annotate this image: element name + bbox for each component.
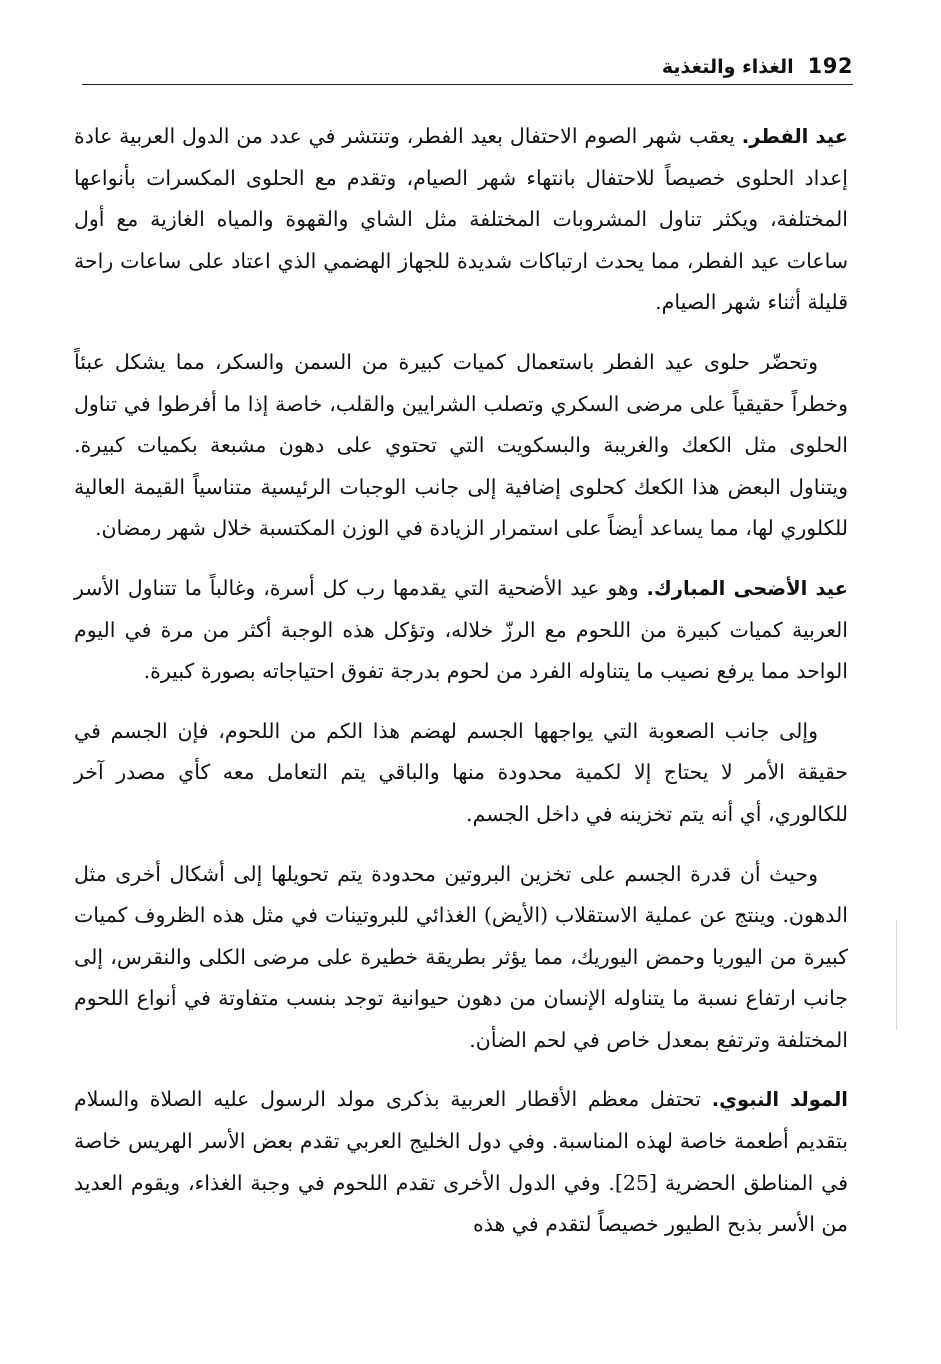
paragraph-lead: عيد الفطر. <box>741 125 848 148</box>
page-number: 192 <box>807 54 853 78</box>
paragraph-eid-al-fitr <box>74 116 848 324</box>
paragraph-fitr-sweets <box>74 342 848 550</box>
paragraph-mawlid <box>74 1079 848 1245</box>
paragraph-lead: المولد النبوي. <box>711 1088 848 1112</box>
paragraph-text: تحتفل معظم الأقطار العربية بذكرى مولد الرسول عليه الصلاة والسلام بتقديم أطعمة خاصة لهذه المناسبة. وفي دول الخليج العربي تقدم بعض الأسر الهريس خاصة في المناطق الحضرية [25]. وفي الدول الأخرى تقدم اللحوم في وجبة الغذاء، ويقوم العديد من الأسر بذبح الطيور خصيصاً لتقدم في هذه <box>74 1087 848 1237</box>
paragraph-eid-al-adha <box>74 568 848 693</box>
paragraph-text: وتحضّر حلوى عيد الفطر باستعمال كميات كبيرة من السمن والسكر، مما يشكل عبئاً وخطراً حقيقياً على مرضى السكري وتصلب الشرايين والقلب، خاصة إذا ما أفرطوا في تناول الحلوى مثل الكعك والغريبة والبسكويت التي تحتوي على دهون مشبعة بكميات كبيرة. ويتناول البعض هذا الكعك كحلوى إضافية إلى جانب الوجبات الرئيسية متناسياً القيمة العالية للكلوري لها، مما يساعد أيضاً على استمرار الزيادة في الوزن المكتسبة خلال شهر رمضان. <box>74 349 848 541</box>
paragraph-text: وهو عيد الأضحية التي يقدمها رب كل أسرة، وغالباً ما تتناول الأسر العربية كميات كبيرة من اللحوم مع الرزّ خلاله، وتؤكل هذه الوجبة أكثر من مرة في اليوم الواحد مما يرفع نصيب ما يتناوله الفرد من لحوم بدرجة تفوق احتياجاته بصورة كبيرة. <box>74 575 848 684</box>
paragraph-protein-storage <box>74 854 848 1062</box>
scan-margin-mark <box>896 920 897 1030</box>
running-title: الغذاء والتغذية <box>661 56 794 78</box>
running-head <box>88 44 853 78</box>
paragraph-text: وإلى جانب الصعوبة التي يواجهها الجسم لهضم هذا الكم من اللحوم، فإن الجسم في حقيقة الأمر لا يحتاج إلا لكمية محدودة منها والباقي يتم التعامل معه كأي مصدر آخر للكالوري، أي أنه يتم تخزينه في داخل الجسم. <box>74 718 848 826</box>
body-text <box>74 116 848 1246</box>
paragraph-meat-digestion <box>74 711 848 836</box>
paragraph-text: يعقب شهر الصوم الاحتفال بعيد الفطر، وتنتشر في عدد من الدول العربية عادة إعداد الحلوى خصيصاً للاحتفال بانتهاء شهر الصيام، وتقدم مع الحلوى المكسرات بأنواعها المختلفة، ويكثر تناول المشروبات المختلفة مثل الشاي والقهوة والمياه الغازية مع أول ساعات عيد الفطر، مما يحدث ارتباكات شديدة للجهاز الهضمي الذي اعتاد على ساعات راحة قليلة أثناء شهر الصيام. <box>74 124 848 315</box>
header-rule <box>82 84 853 85</box>
paragraph-text: وحيث أن قدرة الجسم على تخزين البروتين محدودة يتم تحويلها إلى أشكال أخرى مثل الدهون. وينتج عن عملية الاستقلاب (الأيض) الغذائي للبروتينات في مثل هذه الظروف كميات كبيرة من اليوريا وحمض اليوريك، مما يؤثر بطريقة خطيرة على مرضى الكلى والنقرس، إلى جانب ارتفاع نسبة ما يتناوله الإنسان من دهون حيوانية توجد بنسب متفاوتة في أنواع اللحوم المختلفة وترتفع بمعدل خاص في لحم الضأن. <box>74 861 848 1052</box>
paragraph-lead: عيد الأضحى المبارك. <box>646 576 848 600</box>
